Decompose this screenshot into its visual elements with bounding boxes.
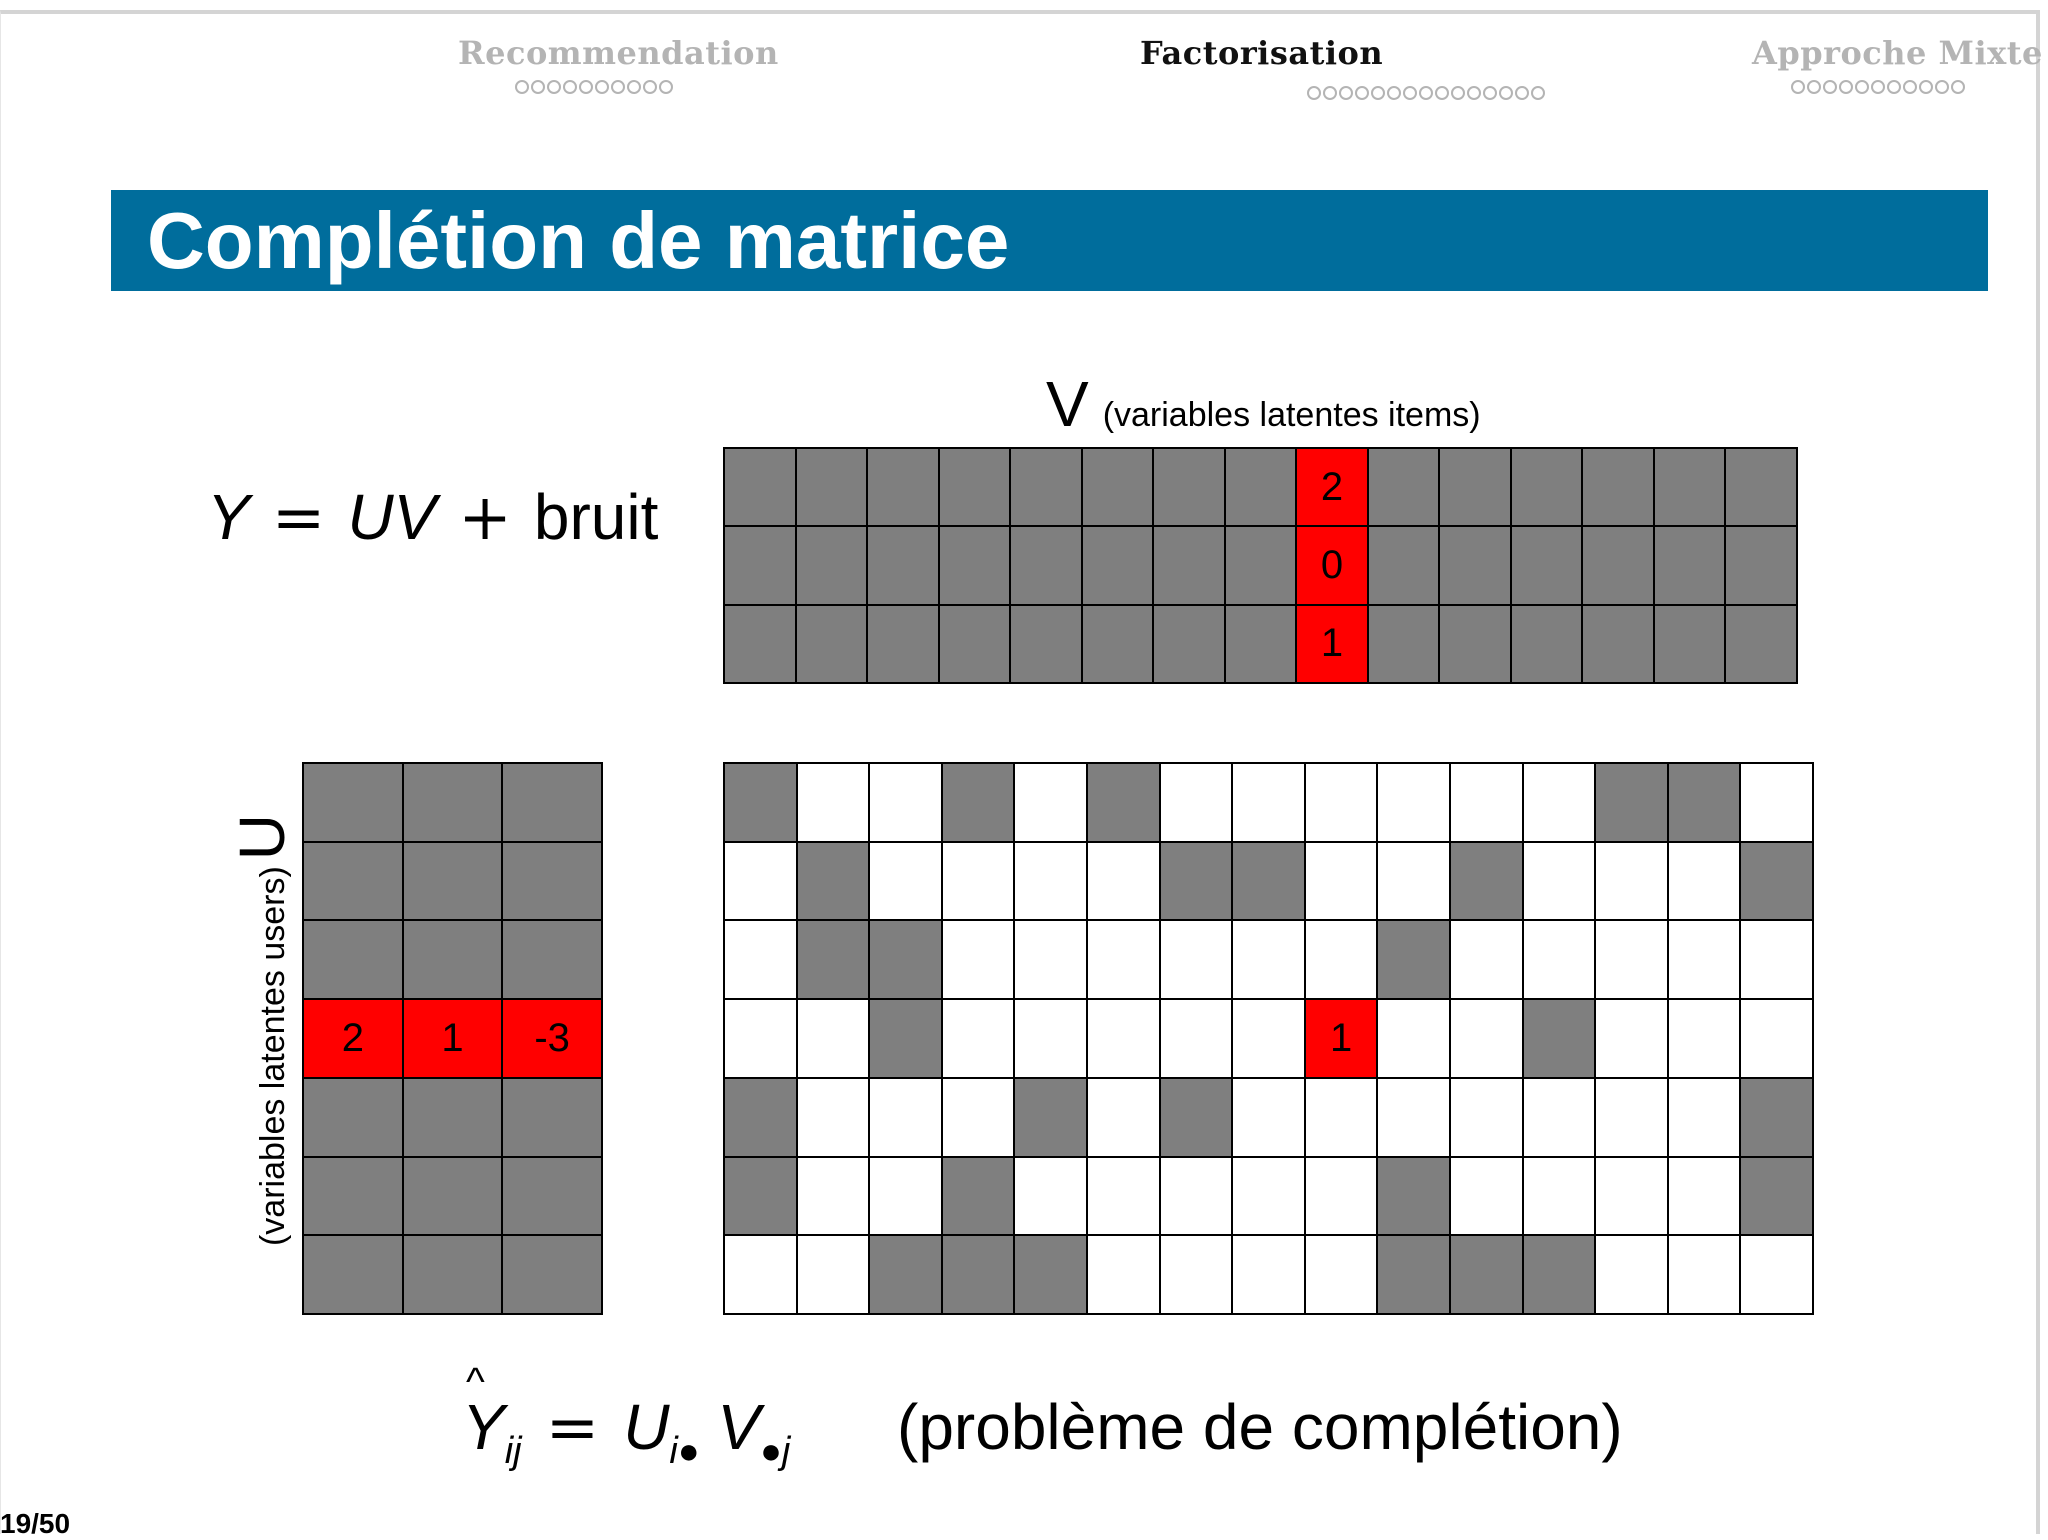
matrix-v-cell: [1655, 606, 1725, 682]
matrix-y-cell: [1161, 1079, 1232, 1156]
matrix-y-cell: [1378, 921, 1449, 998]
matrix-y-cell: [870, 921, 941, 998]
matrix-v-cell: 0: [1297, 527, 1367, 603]
matrix-u-cell: -3: [503, 1000, 601, 1077]
matrix-v-cell: [1369, 449, 1439, 525]
matrix-y-cell: [1524, 1236, 1595, 1313]
matrix-y-cell: [1378, 843, 1449, 920]
matrix-y: [723, 762, 1814, 1315]
matrix-v-cell: [1583, 606, 1653, 682]
nav-dot[interactable]: [1791, 80, 1805, 94]
matrix-u-cell: [404, 764, 502, 841]
matrix-y-cell: [1015, 1000, 1086, 1077]
matrix-y-cell: [1378, 1158, 1449, 1235]
matrix-y-cell: [1233, 764, 1304, 841]
matrix-v-cell: [797, 449, 867, 525]
matrix-u-cell: [404, 921, 502, 998]
eq-plus: +: [458, 481, 512, 555]
matrix-v-cell: [1226, 606, 1296, 682]
matrix-u-cell: [503, 1236, 601, 1313]
matrix-y-cell: [1524, 1000, 1595, 1077]
matrix-u-cell: [304, 1079, 402, 1156]
nav-dot[interactable]: [531, 80, 545, 94]
nav-section-recommendation[interactable]: [458, 34, 779, 94]
u-label: [225, 814, 299, 1246]
matrix-u-cell: [503, 764, 601, 841]
matrix-u-cell: [404, 1158, 502, 1235]
v-symbol: V: [1046, 368, 1089, 440]
matrix-y-cell: [1015, 1079, 1086, 1156]
matrix-u-cell: [304, 843, 402, 920]
matrix-u-cell: [503, 1158, 601, 1235]
matrix-v-cell: [1583, 527, 1653, 603]
nav-dot[interactable]: [1403, 86, 1417, 100]
eq-noise: bruit: [533, 481, 659, 553]
matrix-y-cell: [1524, 1079, 1595, 1156]
nav-section-approche-mixte[interactable]: [1752, 34, 2043, 94]
matrix-y-cell: [798, 1000, 869, 1077]
matrix-u-cell: [404, 843, 502, 920]
matrix-y-cell: [1741, 764, 1812, 841]
matrix-y-cell: [725, 843, 796, 920]
matrix-v-cell: [1440, 527, 1510, 603]
matrix-y-cell: [1161, 921, 1232, 998]
matrix-y-cell: [1669, 921, 1740, 998]
matrix-v-cell: [940, 449, 1010, 525]
matrix-y-cell: [870, 1236, 941, 1313]
nav-section-factorisation[interactable]: [1140, 34, 1384, 72]
matrix-y-cell: [798, 764, 869, 841]
matrix-v-cell: [1655, 449, 1725, 525]
matrix-y-cell: [943, 843, 1014, 920]
completion-note: (problème de complétion): [897, 1391, 1623, 1463]
matrix-v-cell: [868, 527, 938, 603]
matrix-y-cell: [798, 1079, 869, 1156]
matrix-v-cell: [1726, 606, 1796, 682]
nav-dot[interactable]: [595, 80, 609, 94]
matrix-y-cell: [1741, 1158, 1812, 1235]
matrix-y-cell: [725, 764, 796, 841]
matrix-y-cell: [798, 843, 869, 920]
nav-dot[interactable]: [1499, 86, 1513, 100]
matrix-y-cell: [1233, 1079, 1304, 1156]
matrix-y-cell: [943, 1158, 1014, 1235]
matrix-y-cell: [1596, 921, 1667, 998]
matrix-y-cell: [1596, 1079, 1667, 1156]
matrix-y-cell: [1378, 1079, 1449, 1156]
matrix-y-cell: [1233, 1000, 1304, 1077]
matrix-y-cell: [1524, 764, 1595, 841]
matrix-v-cell: [868, 606, 938, 682]
eq-uv: UV: [347, 481, 437, 553]
nav-dot[interactable]: [1451, 86, 1465, 100]
matrix-y-cell: [1669, 1079, 1740, 1156]
eq-equals: =: [271, 481, 326, 555]
matrix-y-cell: [1741, 1236, 1812, 1313]
matrix-y-cell: [725, 921, 796, 998]
nav-dot[interactable]: [547, 80, 561, 94]
matrix-y-cell: [1451, 1158, 1522, 1235]
matrix-y-cell: [1306, 1079, 1377, 1156]
matrix-y-cell: [1741, 1000, 1812, 1077]
matrix-y-cell: [1669, 843, 1740, 920]
matrix-u-cell: 2: [304, 1000, 402, 1077]
y-symbol: Y: [462, 1391, 505, 1463]
v-subscript: [760, 1430, 790, 1472]
nav-dot[interactable]: [659, 80, 673, 94]
nav-dot[interactable]: [1355, 86, 1369, 100]
matrix-y-cell: [1378, 1236, 1449, 1313]
matrix-v-cell: [940, 527, 1010, 603]
matrix-v-cell: [1011, 606, 1081, 682]
matrix-y-cell: [1233, 843, 1304, 920]
matrix-v-cell: [1440, 449, 1510, 525]
nav-title-recommendation[interactable]: Recommendation: [458, 34, 779, 72]
matrix-v-cell: [940, 606, 1010, 682]
matrix-y-cell: [870, 1000, 941, 1077]
nav-dot[interactable]: [1919, 80, 1933, 94]
matrix-y-cell: [1088, 1158, 1159, 1235]
matrix-v-cell: [1512, 527, 1582, 603]
matrix-y-cell: [1524, 921, 1595, 998]
matrix-v-cell: [1011, 449, 1081, 525]
matrix-u-cell: [304, 1236, 402, 1313]
matrix-u-cell: [503, 1079, 601, 1156]
matrix-v-cell: [1011, 527, 1081, 603]
matrix-v-cell: 2: [1297, 449, 1367, 525]
matrix-v-cell: [1369, 527, 1439, 603]
matrix-y-cell: [1088, 1079, 1159, 1156]
matrix-v-cell: [1655, 527, 1725, 603]
nav-dot[interactable]: [1935, 80, 1949, 94]
u-term: U: [623, 1391, 670, 1463]
matrix-y-cell: [1306, 921, 1377, 998]
matrix-y-cell: [1451, 843, 1522, 920]
prediction-equation: [462, 1360, 791, 1473]
v-sub-bullet: ●: [760, 1430, 782, 1471]
matrix-y-cell: [1669, 1158, 1740, 1235]
u-description: (variables latentes users): [254, 866, 292, 1247]
matrix-y-cell: 1: [1306, 1000, 1377, 1077]
matrix-y-cell: [1161, 764, 1232, 841]
matrix-y-cell: [1161, 1158, 1232, 1235]
matrix-y-cell: [1378, 764, 1449, 841]
matrix-y-cell: [943, 921, 1014, 998]
matrix-y-cell: [1596, 843, 1667, 920]
u-sub-index: i: [669, 1430, 678, 1472]
matrix-v-cell: [1440, 606, 1510, 682]
matrix-y-cell: [1451, 1236, 1522, 1313]
v-label: [1046, 367, 1481, 441]
matrix-y-cell: [798, 1236, 869, 1313]
matrix-y-cell: [1596, 1236, 1667, 1313]
matrix-y-cell: [1741, 843, 1812, 920]
matrix-y-cell: [1015, 764, 1086, 841]
nav-dot[interactable]: [1951, 80, 1965, 94]
matrix-y-cell: [1015, 1158, 1086, 1235]
matrix-y-cell: [1015, 921, 1086, 998]
slide-title: Complétion de matrice: [147, 196, 1010, 285]
nav-dot[interactable]: [1903, 80, 1917, 94]
matrix-y-cell: [1088, 764, 1159, 841]
nav-dot[interactable]: [515, 80, 529, 94]
matrix-y-cell: [1524, 843, 1595, 920]
matrix-y-cell: [1306, 1158, 1377, 1235]
matrix-v-cell: [1512, 449, 1582, 525]
matrix-u-cell: [304, 921, 402, 998]
matrix-y-cell: [1378, 1000, 1449, 1077]
matrix-u: [302, 762, 603, 1315]
matrix-v-cell: [725, 606, 795, 682]
matrix-y-cell: [1161, 1000, 1232, 1077]
matrix-v-cell: [725, 449, 795, 525]
matrix-v-cell: [1726, 449, 1796, 525]
v-term: V: [717, 1391, 761, 1463]
v-description: (variables latentes items): [1102, 396, 1481, 434]
nav-dot[interactable]: [1387, 86, 1401, 100]
v-sub-index: j: [781, 1430, 791, 1472]
matrix-y-cell: [1669, 1000, 1740, 1077]
matrix-v-cell: 1: [1297, 606, 1367, 682]
matrix-u-cell: [304, 764, 402, 841]
matrix-v-cell: [1726, 527, 1796, 603]
matrix-v-cell: [1154, 449, 1224, 525]
title-bar: [111, 190, 1988, 291]
matrix-y-cell: [1088, 1000, 1159, 1077]
nav-dot[interactable]: [1531, 86, 1545, 100]
matrix-v-cell: [725, 527, 795, 603]
nav-dot[interactable]: [1839, 80, 1853, 94]
nav-dot[interactable]: [579, 80, 593, 94]
matrix-v-cell: [797, 606, 867, 682]
matrix-y-cell: [1596, 1158, 1667, 1235]
matrix-y-cell: [943, 764, 1014, 841]
y-subscript: ij: [504, 1430, 522, 1472]
eq-lhs: Y: [207, 481, 250, 553]
matrix-y-cell: [1088, 921, 1159, 998]
matrix-v-cell: [1369, 606, 1439, 682]
y-hat: [462, 1360, 505, 1464]
nav-dot[interactable]: [1307, 86, 1321, 100]
nav-dot[interactable]: [1807, 80, 1821, 94]
matrix-y-cell: [870, 843, 941, 920]
matrix-v-cell: [1083, 527, 1153, 603]
nav-dot[interactable]: [563, 80, 577, 94]
matrix-v-cell: [1083, 449, 1153, 525]
matrix-y-cell: [1669, 1236, 1740, 1313]
matrix-y-cell: [725, 1000, 796, 1077]
hat-symbol: ^: [466, 1360, 485, 1404]
nav-dots-factorisation: [1256, 86, 1596, 100]
nav-dot[interactable]: [1855, 80, 1869, 94]
matrix-y-cell: [1451, 1079, 1522, 1156]
matrix-u-cell: [503, 921, 601, 998]
matrix-y-cell: [1306, 843, 1377, 920]
nav-dot[interactable]: [1467, 86, 1481, 100]
matrix-v: [723, 447, 1798, 684]
nav-dot[interactable]: [1339, 86, 1353, 100]
pred-equals: =: [545, 1391, 600, 1465]
nav-dot[interactable]: [1871, 80, 1885, 94]
matrix-y-cell: [1741, 1079, 1812, 1156]
matrix-y-cell: [1233, 921, 1304, 998]
matrix-y-cell: [943, 1236, 1014, 1313]
matrix-y-cell: [1015, 843, 1086, 920]
matrix-y-cell: [1451, 921, 1522, 998]
nav-dot[interactable]: [1483, 86, 1497, 100]
matrix-y-cell: [870, 1158, 941, 1235]
matrix-y-cell: [870, 1079, 941, 1156]
matrix-y-cell: [1306, 764, 1377, 841]
nav-dot[interactable]: [611, 80, 625, 94]
u-subscript: [669, 1430, 699, 1472]
matrix-y-cell: [870, 764, 941, 841]
matrix-y-cell: [798, 1158, 869, 1235]
matrix-y-cell: [1233, 1236, 1304, 1313]
u-symbol: U: [226, 813, 298, 861]
nav-dot[interactable]: [1419, 86, 1433, 100]
matrix-u-cell: [404, 1079, 502, 1156]
matrix-v-cell: [1226, 527, 1296, 603]
matrix-y-cell: [943, 1000, 1014, 1077]
matrix-y-cell: [798, 921, 869, 998]
matrix-y-cell: [1233, 1158, 1304, 1235]
matrix-y-cell: [1015, 1236, 1086, 1313]
u-sub-bullet: ●: [677, 1430, 700, 1471]
matrix-y-cell: [725, 1236, 796, 1313]
nav-dots-section-factorisation: [1256, 78, 1596, 100]
matrix-v-cell: [1226, 449, 1296, 525]
nav-dot[interactable]: [643, 80, 657, 94]
matrix-u-cell: [304, 1158, 402, 1235]
nav-dot[interactable]: [1371, 86, 1385, 100]
matrix-u-cell: [503, 843, 601, 920]
matrix-u-cell: 1: [404, 1000, 502, 1077]
nav-title-factorisation[interactable]: Factorisation: [1140, 34, 1384, 72]
nav-dot[interactable]: [1887, 80, 1901, 94]
nav-dot[interactable]: [1323, 86, 1337, 100]
matrix-y-cell: [943, 1079, 1014, 1156]
matrix-y-cell: [1088, 1236, 1159, 1313]
matrix-y-cell: [725, 1158, 796, 1235]
matrix-y-cell: [1596, 1000, 1667, 1077]
nav-dot[interactable]: [1823, 80, 1837, 94]
matrix-v-cell: [1154, 606, 1224, 682]
matrix-v-cell: [1583, 449, 1653, 525]
matrix-y-cell: [1669, 764, 1740, 841]
page-number: 19/50: [0, 1508, 71, 1539]
matrix-y-cell: [1524, 1158, 1595, 1235]
matrix-v-cell: [1154, 527, 1224, 603]
nav-dot[interactable]: [1435, 86, 1449, 100]
matrix-v-cell: [868, 449, 938, 525]
matrix-v-cell: [1512, 606, 1582, 682]
nav-dots-recommendation: [458, 80, 730, 94]
matrix-y-cell: [1088, 843, 1159, 920]
matrix-y-cell: [1596, 764, 1667, 841]
nav-title-approche-mixte[interactable]: Approche Mixte: [1752, 34, 2043, 72]
matrix-y-cell: [1161, 1236, 1232, 1313]
matrix-v-cell: [797, 527, 867, 603]
matrix-y-cell: [1451, 1000, 1522, 1077]
nav-dot[interactable]: [1515, 86, 1529, 100]
matrix-y-cell: [725, 1079, 796, 1156]
nav-dots-approche-mixte: [1752, 80, 2004, 94]
matrix-u-cell: [404, 1236, 502, 1313]
nav-dot[interactable]: [627, 80, 641, 94]
matrix-y-cell: [1161, 843, 1232, 920]
matrix-y-cell: [1306, 1236, 1377, 1313]
matrix-y-cell: [1741, 921, 1812, 998]
matrix-v-cell: [1083, 606, 1153, 682]
main-equation: [207, 480, 658, 555]
matrix-y-cell: [1451, 764, 1522, 841]
